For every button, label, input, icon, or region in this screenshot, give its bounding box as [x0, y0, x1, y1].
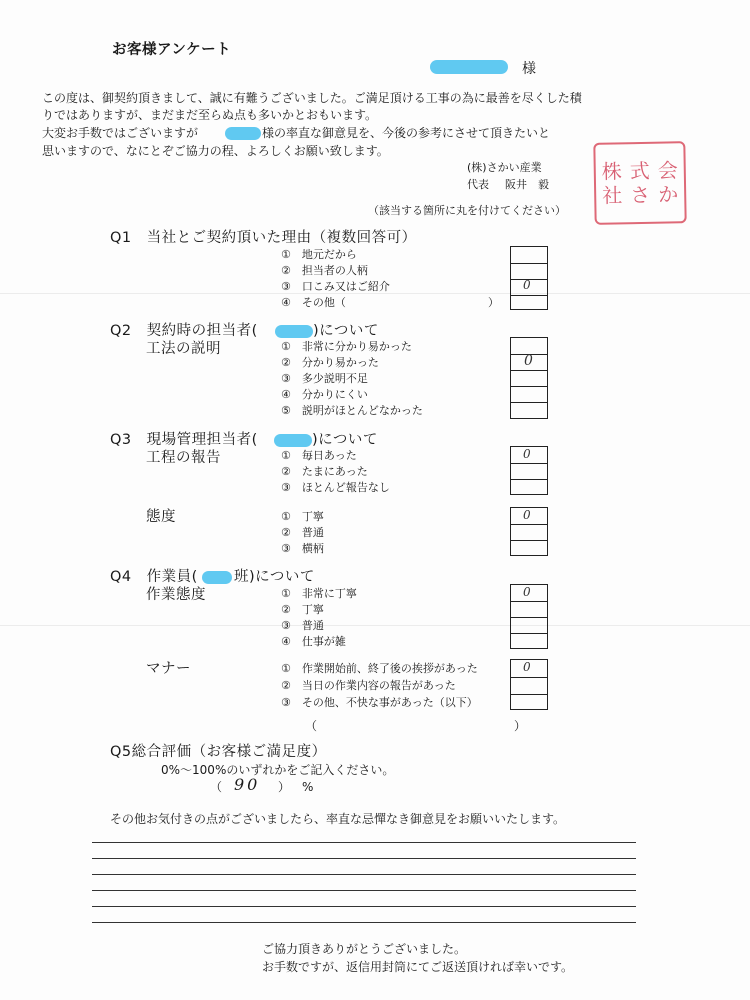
recipient-suffix: 様 — [522, 61, 536, 77]
intro-line-1: この度は、御契約頂きまして、誠に有難うございました。ご満足頂ける工事の為に最善を尽くした積 — [42, 91, 582, 105]
q3-attitude-option: ① 丁寧 — [281, 510, 324, 523]
q4-attitude-answer-boxes[interactable] — [510, 584, 548, 649]
q4-open-paren: （ — [305, 719, 318, 733]
q3-report-option: ③ ほとんど報告なし — [281, 481, 390, 494]
q3-attitude-answer-boxes[interactable] — [510, 507, 548, 556]
fold-line — [0, 625, 750, 626]
q2-option: ① 非常に分かり易かった — [281, 340, 412, 353]
redacted-customer-name — [430, 60, 508, 74]
intro-line-3a: 大変お手数ではございますが — [42, 126, 199, 140]
q1-option: ④ その他（ — [281, 296, 346, 309]
q4-manner-option: ③ その他、不快な事があった（以下） — [281, 696, 478, 709]
page-title: お客様アンケート — [112, 42, 232, 58]
footer-thanks: ご協力頂きありがとうございました。 — [262, 942, 467, 956]
q5-label: Q5総合評価（お客様ご満足度） — [110, 744, 327, 760]
q1-answer-boxes[interactable] — [510, 246, 548, 310]
q1-close-paren: ） — [488, 296, 499, 309]
comment-line[interactable] — [92, 906, 636, 907]
q4-manner-answer-boxes[interactable] — [510, 659, 548, 710]
q4-sublabel-manner: マナー — [146, 661, 191, 677]
q2-option: ② 分かり易かった — [281, 356, 379, 369]
q2-option: ③ 多少説明不足 — [281, 372, 368, 385]
q4-attitude-option: ③ 普通 — [281, 619, 324, 632]
q4-manner-option: ② 当日の作業内容の報告があった — [281, 679, 456, 692]
q4-label-b: 班)について — [234, 569, 315, 585]
q4-sublabel-attitude: 作業態度 — [146, 587, 206, 603]
company-rep-name: 阪井 毅 — [505, 178, 549, 191]
company-name: (株)さかい産業 — [467, 161, 542, 174]
company-seal-stamp: 株 式 会 社 さ か — [593, 141, 686, 225]
q5-percent-unit: % — [302, 780, 314, 794]
q5-satisfaction-value[interactable]: 90 — [234, 775, 261, 794]
instruction-text: （該当する箇所に丸を付けてください） — [368, 204, 566, 217]
circle-mark: 0 — [524, 353, 533, 369]
q4-manner-option: ① 作業開始前、終了後の挨拶があった — [281, 662, 478, 675]
q5-instruction: 0%～100%のいずれかをご記入ください。 — [161, 763, 395, 777]
q1-option: ① 地元だから — [281, 248, 357, 261]
q1-option: ③ 口こみ又はご紹介 — [281, 280, 390, 293]
q1-label: Q1 当社とご契約頂いた理由（複数回答可） — [110, 230, 417, 246]
circle-mark: 0 — [523, 660, 531, 674]
footer-return-note: お手数ですが、返信用封筒にてご返送頂ければ幸いです。 — [262, 960, 574, 974]
comment-line[interactable] — [92, 890, 636, 891]
circle-mark: 0 — [523, 585, 531, 599]
comment-line[interactable] — [92, 842, 636, 843]
intro-line-4: 思いますので、なにとぞご協力の程、よろしくお願い致します。 — [42, 144, 389, 158]
q2-sublabel: 工法の説明 — [146, 341, 221, 357]
comment-line[interactable] — [92, 858, 636, 859]
redacted-staff-name — [275, 325, 313, 338]
q4-attitude-option: ① 非常に丁寧 — [281, 587, 357, 600]
q1-option: ② 担当者の人柄 — [281, 264, 368, 277]
q4-close-paren: ） — [514, 719, 527, 733]
circle-mark: 0 — [523, 447, 531, 461]
q3-report-option: ② たまにあった — [281, 465, 368, 478]
q2-answer-boxes[interactable] — [510, 337, 548, 419]
q3-report-option: ① 毎日あった — [281, 449, 357, 462]
q5-close-paren: ） — [278, 780, 291, 794]
q3-report-answer-boxes[interactable] — [510, 446, 548, 495]
comments-prompt: その他お気付きの点がございましたら、率直な忌憚なき御意見をお願いいたします。 — [110, 812, 566, 826]
q2-option: ⑤ 説明がほとんどなかった — [281, 404, 423, 417]
q2-label-b: )について — [313, 323, 379, 339]
circle-mark: 0 — [523, 278, 531, 292]
intro-line-3b: 様の率直な御意見を、今後の参考にさせて頂きたいと — [262, 126, 551, 140]
circle-mark: 0 — [523, 508, 531, 522]
q4-attitude-option: ④ 仕事が雑 — [281, 635, 346, 648]
q5-open-paren: （ — [210, 780, 223, 794]
comment-line[interactable] — [92, 874, 636, 875]
q3-attitude-option: ② 普通 — [281, 526, 324, 539]
q3-attitude-option: ③ 横柄 — [281, 542, 324, 555]
q4-label-a: Q4 作業員( — [110, 569, 198, 585]
comment-line[interactable] — [92, 922, 636, 923]
q3-label-a: Q3 現場管理担当者( — [110, 432, 258, 448]
redacted-customer-name — [225, 127, 261, 140]
q2-option: ④ 分かりにくい — [281, 388, 368, 401]
redacted-team-name — [202, 571, 232, 584]
intro-line-2: りではありますが、まだまだ至らぬ点も多いかとおもいます。 — [42, 108, 378, 122]
company-rep-title: 代表 — [467, 178, 489, 191]
q4-attitude-option: ② 丁寧 — [281, 603, 324, 616]
redacted-staff-name — [274, 434, 312, 447]
q3-sublabel-report: 工程の報告 — [146, 450, 221, 466]
q3-label-b: )について — [312, 432, 378, 448]
q2-label-a: Q2 契約時の担当者( — [110, 323, 258, 339]
q3-sublabel-attitude: 態度 — [146, 509, 176, 525]
